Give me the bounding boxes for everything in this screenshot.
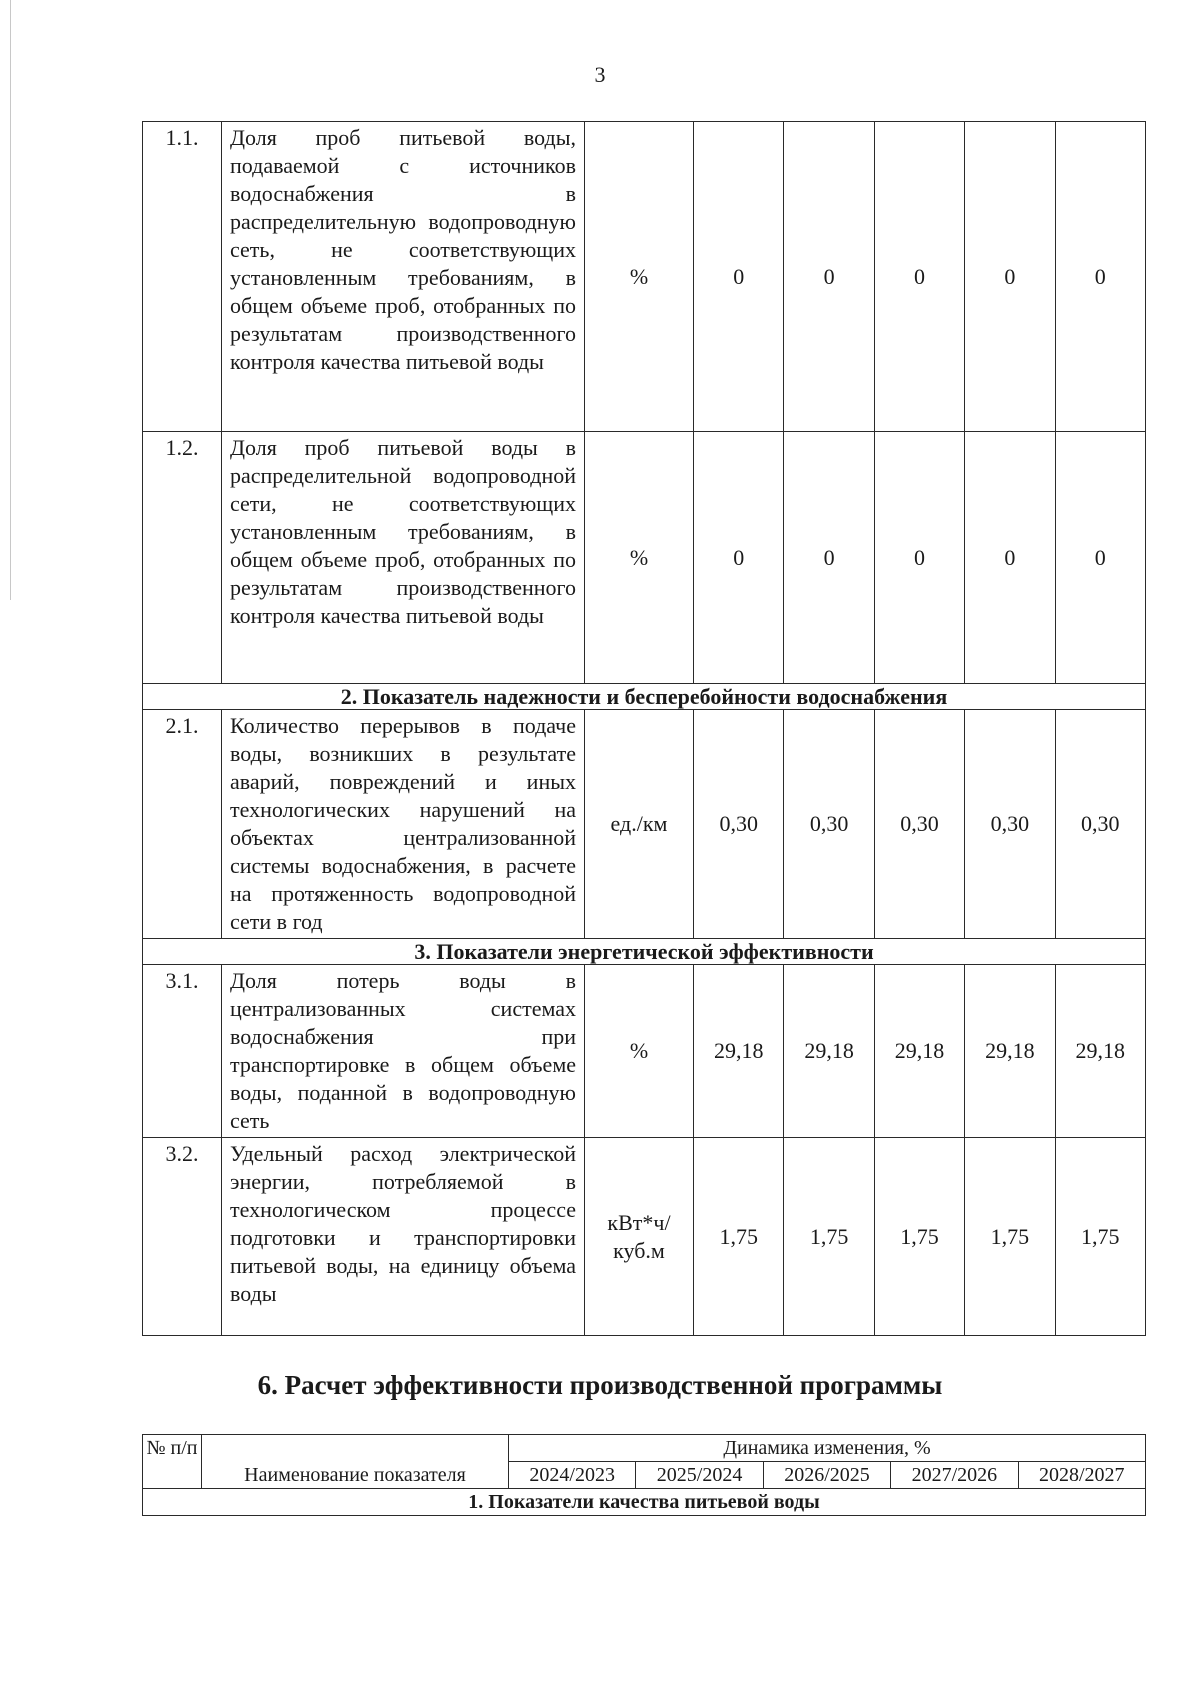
row-value: 29,18	[1055, 965, 1145, 1138]
column-header-dynamics: Динамика изменения, %	[509, 1435, 1146, 1462]
section-heading: 6. Расчет эффективности производственной программы	[257, 1370, 943, 1400]
table-row	[143, 965, 1146, 1138]
row-value: 1,75	[965, 1138, 1055, 1336]
scan-margin-line	[10, 0, 11, 600]
row-number: 1.2.	[143, 432, 222, 684]
row-value: 0	[965, 122, 1055, 432]
section-header-row	[143, 939, 1146, 965]
indicators-table	[142, 121, 1146, 1336]
section-header-row	[143, 1489, 1146, 1516]
row-unit: кВт*ч/ куб.м	[585, 1138, 694, 1336]
row-value: 0	[694, 122, 784, 432]
row-value: 0	[694, 432, 784, 684]
row-value: 29,18	[965, 965, 1055, 1138]
column-header-year: 2025/2024	[636, 1462, 763, 1489]
table-row	[143, 1138, 1146, 1336]
column-header-year: 2024/2023	[509, 1462, 636, 1489]
header-row	[143, 1435, 1146, 1462]
section-title: 2. Показатель надежности и бесперебойности водоснабжения	[143, 684, 1146, 710]
row-value: 1,75	[1055, 1138, 1145, 1336]
row-value: 0	[1055, 432, 1145, 684]
row-value: 0	[1055, 122, 1145, 432]
column-header-name: Наименование показателя	[202, 1435, 509, 1489]
section-header-row	[143, 684, 1146, 710]
section-title: 3. Показатели энергетической эффективности	[143, 939, 1146, 965]
row-description: Доля потерь воды в централизованных системах водоснабжения при транспортировке в общем объеме воды, поданной в водопроводную сеть	[222, 965, 585, 1138]
row-value: 0	[784, 122, 874, 432]
row-value: 0,30	[965, 710, 1055, 939]
table-row	[143, 432, 1146, 684]
row-value: 29,18	[694, 965, 784, 1138]
row-value: 0	[874, 432, 964, 684]
row-description: Количество перерывов в подаче воды, возникших в результате аварий, повреждений и иных технологических нарушений на объектах централизованной системы водоснабжения, в расчете на протяженность водопроводной сети в год	[222, 710, 585, 939]
row-value: 0	[784, 432, 874, 684]
row-value: 0,30	[784, 710, 874, 939]
row-value: 1,75	[784, 1138, 874, 1336]
row-unit: ед./км	[585, 710, 694, 939]
row-value: 29,18	[874, 965, 964, 1138]
row-unit: %	[585, 432, 694, 684]
row-value: 0,30	[694, 710, 784, 939]
row-number: 2.1.	[143, 710, 222, 939]
row-value: 0,30	[874, 710, 964, 939]
row-description: Удельный расход электрической энергии, потребляемой в технологическом процессе подготовки и транспортировки питьевой воды, на единицу объема воды	[222, 1138, 585, 1336]
table-row	[143, 122, 1146, 432]
column-header-year: 2028/2027	[1018, 1462, 1145, 1489]
row-value: 0,30	[1055, 710, 1145, 939]
row-number: 3.2.	[143, 1138, 222, 1336]
row-number: 3.1.	[143, 965, 222, 1138]
column-header-year: 2026/2025	[763, 1462, 890, 1489]
row-number: 1.1.	[143, 122, 222, 432]
row-description: Доля проб питьевой воды, подаваемой с источников водоснабжения в распределительную водопроводную сеть, не соответствующих установленным требованиям, в общем объеме проб, отобранных по результатам производственного контроля качества питьевой воды	[222, 122, 585, 432]
row-value: 0	[965, 432, 1055, 684]
section-title: 1. Показатели качества питьевой воды	[143, 1489, 1146, 1516]
column-header-number: № п/п	[143, 1435, 202, 1489]
row-description: Доля проб питьевой воды в распределительной водопроводной сети, не соответствующих установленным требованиям, в общем объеме проб, отобранных по результатам производственного контроля качества питьевой воды	[222, 432, 585, 684]
row-value: 0	[874, 122, 964, 432]
row-unit: %	[585, 965, 694, 1138]
row-value: 29,18	[784, 965, 874, 1138]
page-number: 3	[594, 62, 606, 87]
table-row	[143, 710, 1146, 939]
row-value: 1,75	[694, 1138, 784, 1336]
row-unit: %	[585, 122, 694, 432]
column-header-year: 2027/2026	[891, 1462, 1018, 1489]
efficiency-table	[142, 1434, 1146, 1516]
row-value: 1,75	[874, 1138, 964, 1336]
